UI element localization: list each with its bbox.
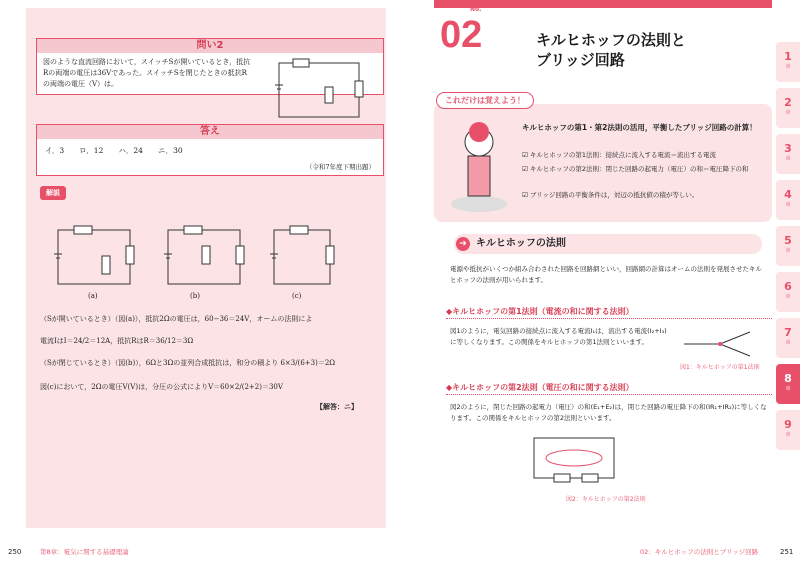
fig2-caption: 図2：キルヒホッフの第2法則: [566, 496, 646, 503]
circuit-label-a: (a): [88, 292, 98, 300]
chapter-tab-1-number: 1: [784, 50, 792, 63]
law1-paragraph: 図1のように，電気回路の接続点に流入する電流I₁は，流出する電流(I₂+I₃)に等しくなります。この関係をキルヒホッフの第1法則といいます。: [450, 327, 667, 346]
section-number: 02: [440, 14, 483, 56]
circuit-label-b: (b): [190, 292, 200, 300]
chapter-tab-3[interactable]: [776, 134, 800, 174]
answer-choices: イ．3 ロ．12 ハ．24 ニ．30: [45, 146, 183, 155]
chapter-tab-5[interactable]: [776, 226, 800, 266]
page-title: [536, 30, 686, 70]
law2-divider: [446, 394, 772, 395]
title-line-1: キルヒホッフの法則と: [536, 31, 686, 49]
solution-line-3: （Sが閉じているとき）（図(b)），6Ωと3Ωの並列合成抵抗は，和分の積より 6×3/(6+3)＝2Ω: [40, 359, 336, 367]
chapter-tab-3-number: 3: [784, 142, 792, 155]
chapter-tab-9-number: 9: [784, 418, 792, 431]
chapter-tab-7-number: 7: [784, 326, 792, 339]
intro-paragraph: 電源や抵抗がいくつか組み合わされた回路を回路網といい，回路網の計算はオームの法則を発展させたキルヒホッフの法則が用いられます。: [450, 265, 762, 284]
check-text-2: キルヒホッフの第2法則：閉じた回路の起電力（電圧）の和＝電圧降下の和: [529, 165, 749, 173]
solution-line-2: 電流IはI＝24/2＝12A，抵抗RはR＝36/12＝3Ω: [40, 337, 194, 345]
page-number-left: 250: [8, 548, 22, 556]
fig1-diagram: [680, 326, 770, 360]
memorize-bubble: これだけは覚えよう！: [436, 92, 534, 109]
circuit-c: [270, 226, 334, 284]
question-text: 図のような直流回路において，スイッチSが開いているとき，抵抗Rの両端の電圧は36Vであった。スイッチSを閉じたときの抵抗Rの両端の電圧（V）は。: [43, 58, 251, 88]
chapter-tab-9-suffix: 章: [785, 432, 791, 438]
question-heading: 問い2: [37, 39, 383, 53]
final-answer: 【解答：ニ】: [316, 402, 358, 411]
question-box: [36, 38, 384, 95]
footer-right: 02：キルヒホッフの法則とブリッジ回路: [640, 548, 759, 556]
chapter-tab-4[interactable]: [776, 180, 800, 220]
section-heading: キルヒホッフの法則: [454, 234, 762, 254]
chapter-tab-8-number: 8: [784, 372, 792, 385]
page-number-right: 251: [780, 548, 794, 556]
title-line-2: ブリッジ回路: [536, 51, 625, 69]
chapter-tab-8[interactable]: [776, 364, 800, 404]
chapter-tab-4-suffix: 章: [785, 202, 791, 208]
answer-heading: 答え: [37, 125, 383, 139]
chapter-tab-6-number: 6: [784, 280, 792, 293]
chapter-tab-9[interactable]: [776, 410, 800, 450]
footer-left: 第8章：電気に関する基礎理論: [40, 548, 129, 556]
law1-heading: ◆キルヒホッフの第1法則（電流の和に関する法則）: [446, 307, 634, 316]
chapter-tab-6-suffix: 章: [785, 294, 791, 300]
chapter-tab-8-suffix: 章: [785, 386, 791, 392]
law2-paragraph: 図2のように，閉じた回路の起電力（電圧）の和(E₁+E₂)は，閉じた回路の電圧降下の和(IR₁+IR₂)に等しくなります。この関係をキルヒホッフの第2法則といいます。: [450, 403, 767, 422]
circuit-label-c: (c): [292, 292, 302, 300]
law1-divider: [446, 318, 772, 319]
answer-source: （令和7年度下期出題）: [305, 163, 375, 171]
chapter-tab-2[interactable]: [776, 88, 800, 128]
no-label: No.: [470, 6, 482, 13]
top-bar: [434, 0, 772, 8]
kaisetsu-badge: 解説: [40, 186, 66, 200]
circuit-a: [54, 226, 134, 284]
chapter-tab-5-number: 5: [784, 234, 792, 247]
solution-line-4: 図(c)において，2Ωの電圧V(V)は，分圧の公式によりV＝60×2/(2+2)＝30V: [40, 383, 283, 391]
check-item-2: ☑ キルヒホッフの第2法則：閉じた回路の起電力（電圧）の和＝電圧降下の和: [522, 165, 749, 173]
fig2-diagram: [514, 428, 624, 488]
chapter-tab-4-number: 4: [784, 188, 792, 201]
check-item-1: ☑ キルヒホッフの第1法則：接続点に流入する電流＝流出する電流: [522, 151, 716, 159]
chapter-tab-6[interactable]: [776, 272, 800, 312]
law2-heading: ◆キルヒホッフの第2法則（電圧の和に関する法則）: [446, 383, 634, 392]
answer-box: [36, 124, 384, 176]
point-title: キルヒホッフの第1・第2法則の活用，平衡したブリッジ回路の計算！: [522, 123, 757, 132]
solution-line-1: （Sが開いているとき）（図(a)），抵抗2Ωの電圧は，60−36＝24V，オームの法則によ: [40, 315, 313, 323]
character-illustration: [446, 116, 512, 214]
chapter-tab-3-suffix: 章: [785, 156, 791, 162]
fig1-caption: 図1：キルヒホッフの第1法則: [680, 364, 760, 371]
chapter-tab-7-suffix: 章: [785, 340, 791, 346]
check-text-3: ブリッジ回路の平衡条件は，対辺の抵抗値の積が等しい。: [529, 191, 699, 199]
chapter-tab-5-suffix: 章: [785, 248, 791, 254]
check-item-3: ☑ ブリッジ回路の平衡条件は，対辺の抵抗値の積が等しい。: [522, 191, 699, 199]
chapter-tab-2-number: 2: [784, 96, 792, 109]
chapter-tab-1-suffix: 章: [785, 64, 791, 70]
circuit-b: [164, 226, 244, 284]
arrow-icon: ➔: [456, 237, 470, 251]
chapter-tab-7[interactable]: [776, 318, 800, 358]
chapter-tab-1[interactable]: [776, 42, 800, 82]
chapter-tab-2-suffix: 章: [785, 110, 791, 116]
question-circuit: [259, 57, 379, 121]
check-text-1: キルヒホッフの第1法則：接続点に流入する電流＝流出する電流: [529, 151, 716, 159]
